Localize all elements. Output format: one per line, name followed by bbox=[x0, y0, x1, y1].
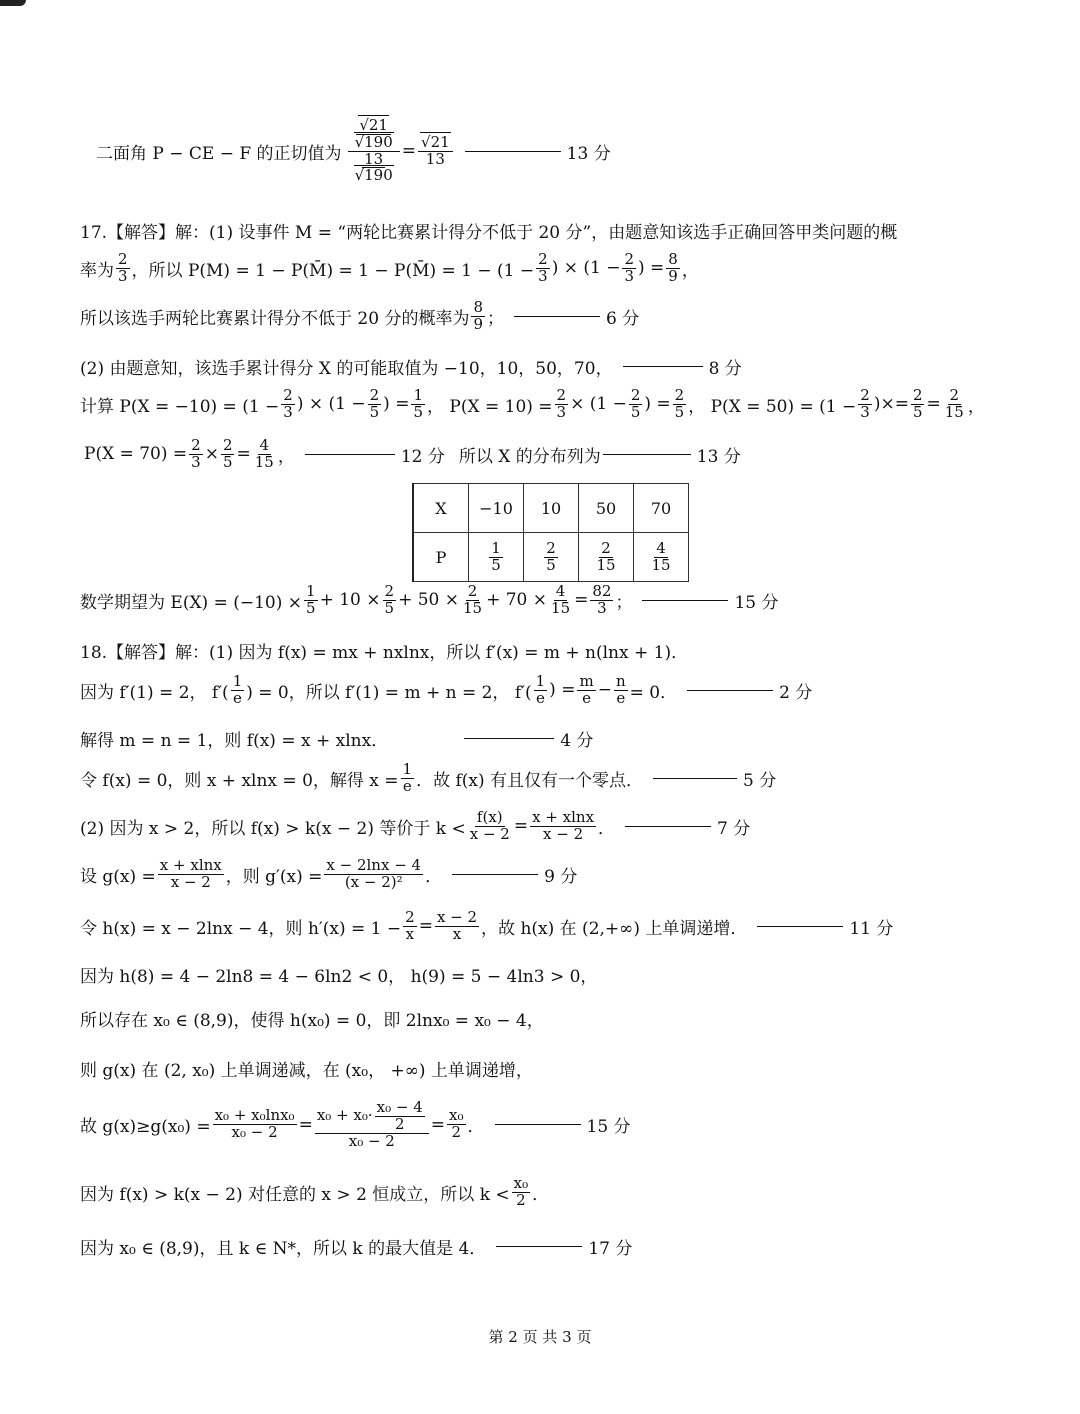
score-label: 2 分 bbox=[779, 682, 813, 703]
score-leader bbox=[496, 1246, 582, 1247]
tangent-denominator: 13 √ 190 bbox=[348, 152, 400, 185]
score-label: 15 分 bbox=[586, 1117, 631, 1138]
dihedral-angle-line: 二面角 P − CE − F 的正切值为 √ 21 √ 190 13 √ 190 = √ $\frac{21}{13}$ 13 分 bbox=[96, 118, 611, 184]
score-leader bbox=[514, 316, 600, 317]
score-label: 15 分 bbox=[734, 592, 779, 613]
q18-line9: 所以存在 x₀ ∈ (8,9)，使得 h(x₀) = 0，即 2lnx₀ = x₀ − 4， bbox=[80, 1011, 544, 1031]
score-leader bbox=[452, 874, 538, 875]
q17-line4: (2) 由题意知，该选手累计得分 X 的可能取值为 −10，10，50，70， 8 分 bbox=[80, 354, 742, 379]
score-leader bbox=[464, 738, 554, 739]
dihedral-text: 二面角 P − CE − F 的正切值为 bbox=[96, 143, 342, 164]
table-row-x: X −10 10 50 70 bbox=[413, 484, 689, 533]
score-label: 7 分 bbox=[717, 818, 751, 839]
q17-line3: 所以该选手两轮比赛累计得分不低于 20 分的概率为 $\frac{8}{9}$ ； 6 分 bbox=[80, 298, 640, 333]
tangent-result: √ $\frac{21}{13}$ bbox=[418, 135, 453, 168]
score-leader bbox=[305, 454, 395, 455]
score-label: 8 分 bbox=[708, 359, 742, 379]
score-label: 4 分 bbox=[560, 731, 594, 751]
q18-line6: 设 g(x) = $\frac{x + xlnx}{x - 2}$ ，则 g′(x) = $\frac{x - 2\ln x - 4}{\text{(x − 2)²}}$ ． 9 分 bbox=[80, 856, 578, 891]
q18-line10: 则 g(x) 在 (2, x₀) 上单调递减，在 (x₀， +∞) 上单调递增， bbox=[80, 1061, 533, 1081]
score-leader bbox=[623, 366, 703, 367]
score-label: 17 分 bbox=[588, 1239, 633, 1259]
score-label: 9 分 bbox=[544, 866, 578, 887]
tangent-numerator: √ 21 √ 190 bbox=[348, 118, 400, 152]
q18-line8: 因为 h(8) = 4 − 2ln8 = 4 − 6ln2 < 0， h(9) = 5 − 4ln3 > 0， bbox=[80, 967, 598, 987]
q17-line6: P(X = 70) = $\frac{2}{3}$ × $\frac{2}{5}$ = $\frac{4}{15}$ ， 12 分 所以 X 的分布列为 13 分 bbox=[84, 436, 741, 471]
score-leader bbox=[653, 778, 737, 779]
q18-line4: 令 f(x) = 0，则 x + xlnx = 0，解得 x = $\frac{1}{e}$ ．故 f(x) 有且仅有一个零点． 5 分 bbox=[80, 760, 777, 795]
scan-corner-mark bbox=[0, 0, 26, 6]
distribution-table bbox=[412, 483, 689, 582]
q17-expectation: 数学期望为 E(X) = (−10) × $\frac{1}{5}$ + 10 × $\frac{2}{5}$ + 50 × $\frac{2}{15}$ + 70 × $\frac{4}{15}$ = $\frac{82}{3}$ ； 15 分 bbox=[80, 582, 779, 617]
score-label: 5 分 bbox=[743, 770, 777, 791]
q18-line2: 因为 f′(1) = 2， f′( $\frac{1}{e}$ ) = 0，所以 f′(1) = m + n = 2， f′( $\frac{1}{e}$ ) = $\frac{m}{e}$ − $\frac{n}{e}$ = 0． 2 分 bbox=[80, 672, 813, 707]
q17-heading: 17.【解答】解：(1) 设事件 M = “两轮比赛累计得分不低于 20 分”，由题意知该选手正确回答甲类问题的概 bbox=[80, 223, 898, 243]
q18-line12: 因为 f(x) > k(x − 2) 对任意的 x > 2 恒成立，所以 k < $\frac{\text{x₀}}{2}$ ． bbox=[80, 1174, 550, 1209]
score-leader bbox=[465, 151, 561, 152]
q18-line13: 因为 x₀ ∈ (8,9)，且 k ∈ N*，所以 k 的最大值是 4． 17 分 bbox=[80, 1234, 632, 1259]
q17-line5: 计算 P(X = −10) = (1 − $\frac{2}{3}$ ) × (1 − $\frac{2}{5}$ ) = $\frac{1}{5}$ ， P(X = 10) = $\frac{2}{3}$ × (1 − $\frac{2}{5}$ ) = $\frac{2}{5}$ ， P(X = 50) = (1 − $\frac{2}{3}$ )×= $\frac{2}{5}$ = $\frac{2}{15}$ ， bbox=[80, 386, 985, 421]
q18-line3: 解得 m = n = 1，则 f(x) = x + xlnx． 4 分 bbox=[80, 726, 593, 751]
score-leader bbox=[625, 826, 711, 827]
page-footer: 第 2 页 共 3 页 bbox=[488, 1328, 592, 1346]
score-label: 6 分 bbox=[606, 308, 640, 329]
score-label: 11 分 bbox=[849, 918, 894, 939]
score-leader bbox=[687, 690, 773, 691]
table-row-p: P $\frac{1}{5}$ $\frac{2}{5}$ $\frac{2}{15}$ $\frac{4}{15}$ bbox=[413, 533, 689, 582]
tangent-compound-fraction bbox=[348, 118, 400, 184]
score-leader bbox=[495, 1124, 581, 1125]
score-leader bbox=[642, 600, 728, 601]
score-label: 13 分 bbox=[566, 143, 611, 164]
score-label: 13 分 bbox=[696, 446, 741, 467]
q18-heading: 18.【解答】解：(1) 因为 f(x) = mx + nxlnx，所以 f′(x) = m + n(lnx + 1)． bbox=[80, 643, 689, 663]
q18-line7: 令 h(x) = x − 2lnx − 4，则 h′(x) = 1 − $\frac{2}{x}$ = $\frac{x - 2}{x}$ ，故 h(x) 在 (2,+∞) 上单调递增． 11 分 bbox=[80, 908, 894, 943]
score-leader bbox=[603, 454, 691, 455]
q17-line2: 率为 $\frac{2}{3}$ ，所以 P(M) = 1 − P(M̄) = 1 − P(M̄) = 1 − (1 − $\frac{2}{3}$ ) × (1 − $\frac{2}{3}$ ) = $\frac{8}{9}$ ， bbox=[80, 250, 699, 285]
q18-line11: 故 g(x)≥g(x₀) = $\frac{\text{x₀ + x₀lnx₀}}{\text{x₀ − 2}}$ = x₀ + x₀· $\frac{\text{x₀ − 4}}{2}$ x₀ − 2 = $\frac{\text{x₀}}{2}$ ． 15 分 bbox=[80, 1098, 631, 1150]
score-label: 12 分 bbox=[400, 446, 445, 467]
score-leader bbox=[757, 926, 843, 927]
q18-line5: (2) 因为 x > 2，所以 f(x) > k(x − 2) 等价于 k < $\frac{f(x)}{x - 2}$ = $\frac{x + xlnx}{x - 2}$ ． 7 分 bbox=[80, 808, 751, 843]
